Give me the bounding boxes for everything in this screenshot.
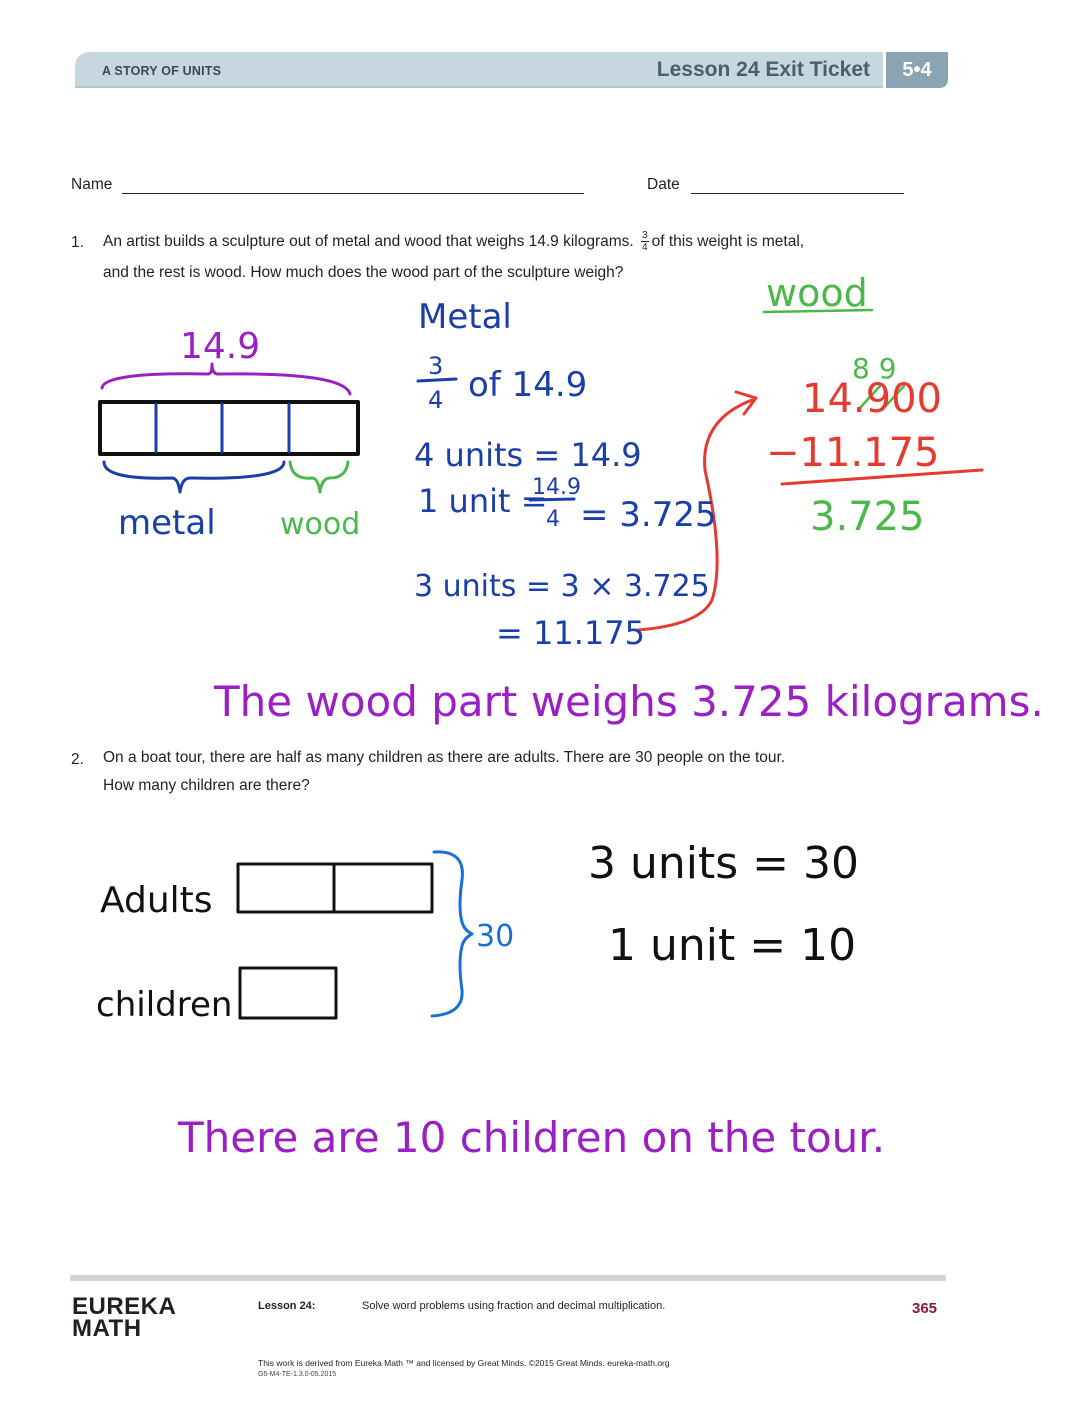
p1-sub-minus: −11.175: [766, 430, 940, 476]
p1-metal-label: metal: [118, 503, 216, 543]
p2-adults-label: Adults: [100, 880, 213, 921]
p2-answer: There are 10 children on the tour.: [178, 1113, 886, 1162]
page-number: 365: [912, 1300, 938, 1317]
p1-eq4: = 11.175: [496, 614, 645, 652]
grade-module-badge: 5•4: [886, 52, 948, 88]
p1-eq2-left: 1 unit =: [418, 482, 548, 520]
p2-total-label: 30: [476, 919, 515, 954]
p2-tape-diagram: [238, 852, 472, 1018]
p1-frac-den: 4: [428, 386, 444, 414]
series-title: A STORY OF UNITS: [102, 64, 222, 78]
p1-of: of 14.9: [468, 365, 588, 405]
problem-2-line-2: How many children are there?: [103, 777, 310, 794]
p1-tape-diagram: [100, 364, 358, 492]
p1-total-label: 14.9: [180, 326, 261, 367]
footer-lesson-label: Lesson 24:: [258, 1300, 316, 1312]
p1-wood-label: wood: [280, 507, 361, 542]
p1-wood-heading: wood: [766, 271, 868, 315]
license-text: This work is derived from Eureka Math ™ and licensed by Great Minds. ©2015 Great Minds. eureka-math.org: [258, 1358, 670, 1368]
footer-rule: [70, 1275, 946, 1281]
p1-answer: The wood part weighs 3.725 kilograms.: [214, 677, 1044, 726]
problem-1-text-a: An artist builds a sculpture out of metal and wood that weighs 14.9 kilograms.: [103, 233, 634, 250]
eureka-math-logo: [72, 1293, 177, 1342]
p1-borrow-digits: 8 9: [852, 352, 897, 385]
fraction-denominator: 4: [642, 242, 648, 254]
problem-1-text-c: and the rest is wood. How much does the wood part of the sculpture weigh?: [103, 264, 624, 281]
p1-eq3: 3 units = 3 × 3.725: [414, 569, 710, 604]
problem-2-number: 2.: [71, 751, 84, 768]
p2-eq2: 1 unit = 10: [608, 920, 857, 971]
p1-eq2-den: 4: [546, 507, 560, 532]
document-code: G5-M4-TE-1.3.0-05.2015: [258, 1371, 337, 1378]
logo-line-1: EUREKA: [72, 1293, 177, 1320]
problem-1-number: 1.: [71, 234, 84, 251]
date-label: Date: [647, 176, 680, 193]
p1-sub-top: 14.900: [802, 376, 942, 422]
name-label: Name: [71, 176, 113, 193]
problem-1-text-b: of this weight is metal,: [651, 233, 805, 250]
p1-eq2-right: = 3.725: [580, 495, 717, 535]
fraction-numerator: 3: [642, 230, 648, 242]
p1-frac-num: 3: [428, 352, 444, 380]
p1-eq1: 4 units = 14.9: [414, 436, 642, 474]
p1-metal-heading: Metal: [418, 297, 512, 337]
footer-objective: Solve word problems using fraction and decimal multiplication.: [362, 1300, 666, 1312]
p2-eq1: 3 units = 30: [588, 838, 859, 889]
p2-children-label: children: [96, 985, 233, 1025]
lesson-title: Lesson 24 Exit Ticket: [656, 58, 870, 81]
logo-line-2: MATH: [72, 1315, 142, 1342]
p1-eq2-num: 14.9: [532, 475, 581, 500]
p1-sub-result: 3.725: [810, 494, 925, 540]
problem-2-line-1: On a boat tour, there are half as many children as there are adults. There are 30 people on the tour.: [103, 749, 786, 766]
